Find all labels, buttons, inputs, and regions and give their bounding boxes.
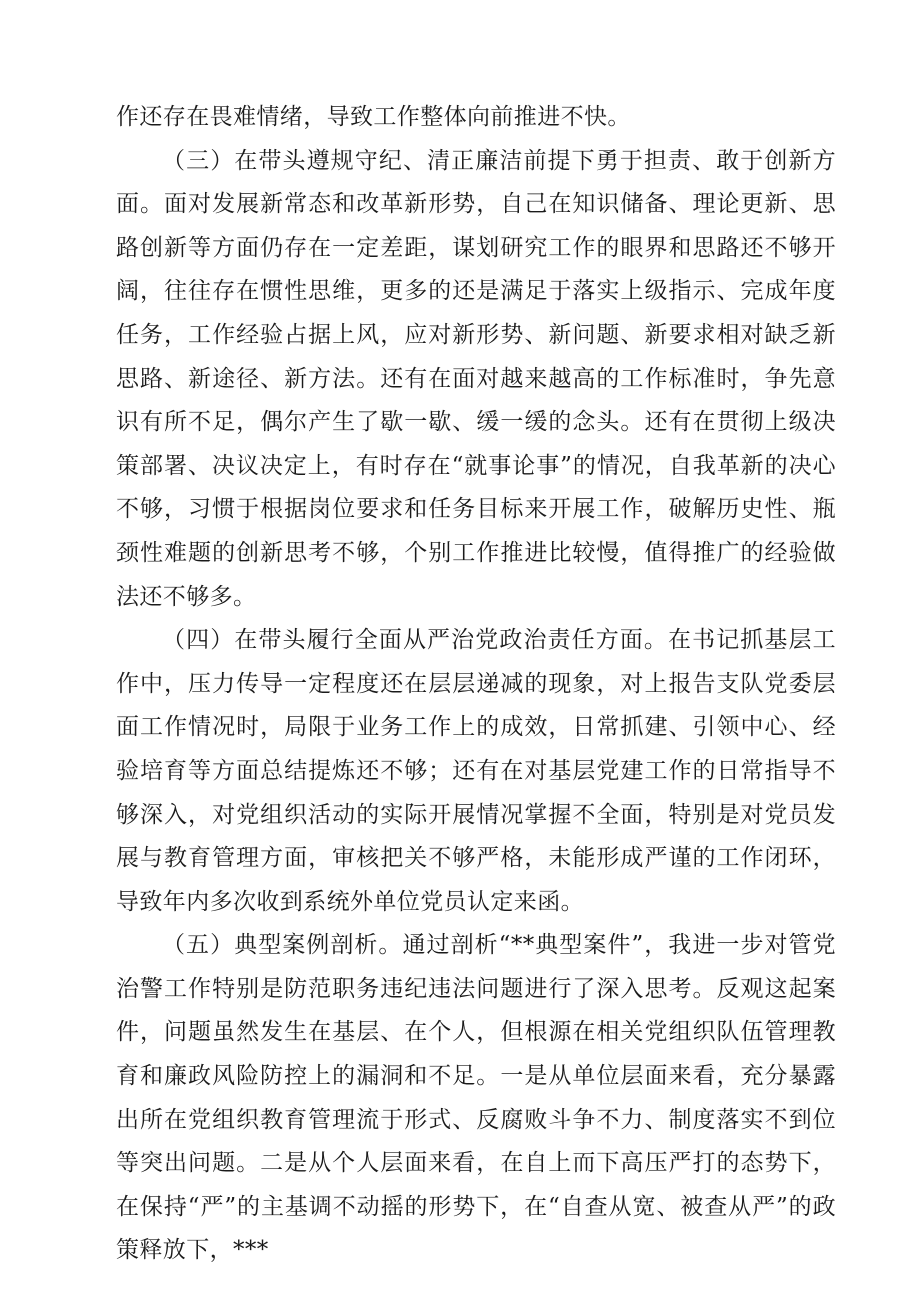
paragraph-section-3: （三）在带头遵规守纪、清正廉洁前提下勇于担责、敢于创新方面。面对发展新常态和改革新形势，自己在知识储备、理论更新、思路创新等方面仍存在一定差距，谋划研究工作的眼界和思路还不够开阔，往往存在惯性思维，更多的还是满足于落实上级指示、完成年度任务，工作经验占据上风，应对新形势、新问题、新要求相对缺乏新思路、新途径、新方法。还有在面对越来越高的工作标准时，争先意识有所不足，偶尔产生了歇一歇、缓一缓的念头。还有在贯彻上级决策部署、决议决定上，有时存在“就事论事”的情况，自我革新的决心不够，习惯于根据岗位要求和任务目标来开展工作，破解历史性、瓶颈性难题的创新思考不够，个别工作推进比较慢，值得推广的经验做法还不够多。 [116,147,836,610]
paragraph-section-4: （四）在带头履行全面从严治党政治责任方面。在书记抓基层工作中，压力传导一定程度还在层层递减的现象，对上报告支队党委层面工作情况时，局限于业务工作上的成效，日常抓建、引领中心、经验培育等方面总结提炼还不够；还有在对基层党建工作的日常指导不够深入，对党组织活动的实际开展情况掌握不全面，特别是对党员发展与教育管理方面，审核把关不够严格，未能形成严谨的工作闭环，导致年内多次收到系统外单位党员认定来函。 [116,627,836,915]
paragraph-section-5: （五）典型案例剖析。通过剖析“**典型案件”，我进一步对管党治警工作特别是防范职务违纪违法问题进行了深入思考。反观这起案件，问题虽然发生在基层、在个人，但根源在相关党组织队伍管理教育和廉政风险防控上的漏洞和不足。一是从单位层面来看，充分暴露出所在党组织教育管理流于形式、反腐败斗争不力、制度落实不到位等突出问题。二是从个人层面来看，在自上而下高压严打的态势下，在保持“严”的主基调不动摇的形势下，在“自查从宽、被查从严”的政策释放下，*** [116,932,836,1264]
paragraph-continuation: 作还存在畏难情绪，导致工作整体向前推进不快。 [116,104,631,130]
document-body [116,96,836,1273]
